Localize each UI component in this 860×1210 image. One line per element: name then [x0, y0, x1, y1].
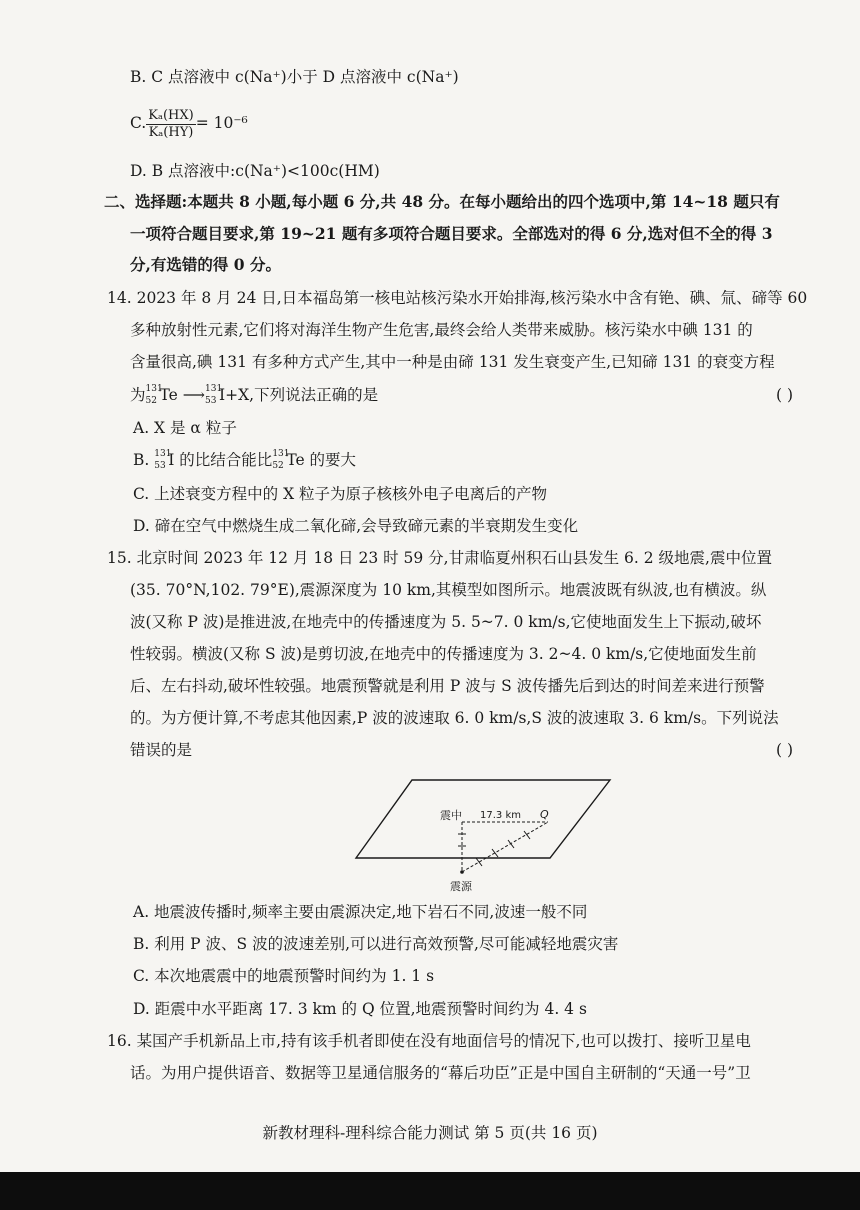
q13-option-d: D. B 点溶液中:c(Na⁺)<100c(HM): [130, 162, 380, 180]
q15-stem-line-5: 后、左右抖动,破坏性较强。地震预警就是利用 P 波与 S 波传播先后到达的时间差来进行预警: [130, 677, 765, 695]
q15-option-d: D. 距震中水平距离 17. 3 km 的 Q 位置,地震预警时间约为 4. 4 s: [133, 1000, 587, 1018]
q14-decay-equation: 为 131 52 Te ⟶ 131 53 I+X,下列说法正确的是: [130, 384, 379, 406]
q14-stem-line-3: 含量很高,碘 131 有多种方式产生,其中一种是由碲 131 发生衰变产生,已知碲 131 的衰变方程: [130, 353, 775, 371]
q15-option-b: B. 利用 P 波、S 波的波速差别,可以进行高效预警,尽可能减轻地震灾害: [133, 935, 619, 953]
epicenter-label: 震中: [440, 809, 462, 822]
source-label: 震源: [450, 880, 472, 893]
q14-option-d: D. 碲在空气中燃烧生成二氧化碲,会导致碲元素的半衰期发生变化: [133, 517, 579, 535]
q13-option-c: C. $\frac{\text{Kₐ(HX)}}{\text{Kₐ(HY)}}$ = 10⁻⁶: [130, 107, 248, 140]
source-to-q-line: [462, 822, 548, 872]
source-point: [460, 870, 464, 874]
q16-stem-line-1: 16. 某国产手机新品上市,持有该手机者即使在没有地面信号的情况下,也可以拨打、接听卫星电: [107, 1032, 751, 1050]
q14-option-a: A. X 是 α 粒子: [133, 419, 237, 437]
q15-stem-line-1: 15. 北京时间 2023 年 12 月 18 日 23 时 59 分,甘肃临夏州积石山县发生 6. 2 级地震,震中位置: [107, 549, 772, 567]
q15-answer-paren: ( ): [776, 741, 794, 759]
q15-stem-line-7: 错误的是: [130, 741, 193, 759]
q14-option-b: B. 131 53 I 的比结合能比 131 52 Te 的要大: [133, 449, 357, 471]
section-2-header-line-1: 二、选择题:本题共 8 小题,每小题 6 分,共 48 分。在每小题给出的四个选项中,第 14~18 题只有: [104, 192, 780, 211]
q15-stem-line-2: (35. 70°N,102. 79°E),震源深度为 10 km,其模型如图所示。地震波既有纵波,也有横波。纵: [130, 581, 767, 599]
q16-stem-line-2: 话。为用户提供语音、数据等卫星通信服务的“幕后功臣”正是中国自主研制的“天通一号”卫: [130, 1064, 751, 1082]
section-2-header-line-2: 一项符合题目要求,第 19~21 题有多项符合题目要求。全部选对的得 6 分,选对但不全的得 3: [130, 224, 773, 243]
q14-stem-line-2: 多种放射性元素,它们将对海洋生物产生危害,最终会给人类带来威胁。核污染水中碘 131 的: [130, 321, 753, 339]
ka-ratio-fraction: $\frac{\text{Kₐ(HX)}}{\text{Kₐ(HY)}}$: [148, 107, 194, 140]
ground-plane: [356, 780, 610, 858]
q15-stem-line-6: 的。为方便计算,不考虑其他因素,P 波的波速取 6. 0 km/s,S 波的波速取 3. 6 km/s。下列说法: [130, 709, 779, 727]
q13-option-b: B. C 点溶液中 c(Na⁺)小于 D 点溶液中 c(Na⁺): [130, 68, 459, 86]
q15-stem-line-3: 波(又称 P 波)是推进波,在地壳中的传播速度为 5. 5~7. 0 km/s,它使地面发生上下振动,破坏: [130, 613, 762, 631]
decay-arrow-icon: ⟶: [182, 386, 205, 404]
distance-label: 17.3 km: [480, 810, 521, 821]
scan-bottom-shadow: [0, 1172, 860, 1210]
q14-option-c: C. 上述衰变方程中的 X 粒子为原子核核外电子电离后的产物: [133, 485, 548, 503]
q-point-label: Q: [540, 808, 549, 821]
q15-option-c: C. 本次地震震中的地震预警时间约为 1. 1 s: [133, 967, 435, 985]
q14-stem-line-1: 14. 2023 年 8 月 24 日,日本福岛第一核电站核污染水开始排海,核污染水中含有铯、碘、氚、碲等 60: [107, 289, 808, 307]
q15-option-a: A. 地震波传播时,频率主要由震源决定,地下岩石不同,波速一般不同: [133, 903, 588, 921]
q14-answer-paren: ( ): [776, 386, 794, 404]
q15-stem-line-4: 性较弱。横波(又称 S 波)是剪切波,在地壳中的传播速度为 3. 2~4. 0 km/s,它使地面发生前: [130, 645, 757, 663]
section-2-header-line-3: 分,有选错的得 0 分。: [130, 255, 281, 274]
page-footer: 新教材理科-理科综合能力测试 第 5 页(共 16 页): [262, 1124, 598, 1142]
